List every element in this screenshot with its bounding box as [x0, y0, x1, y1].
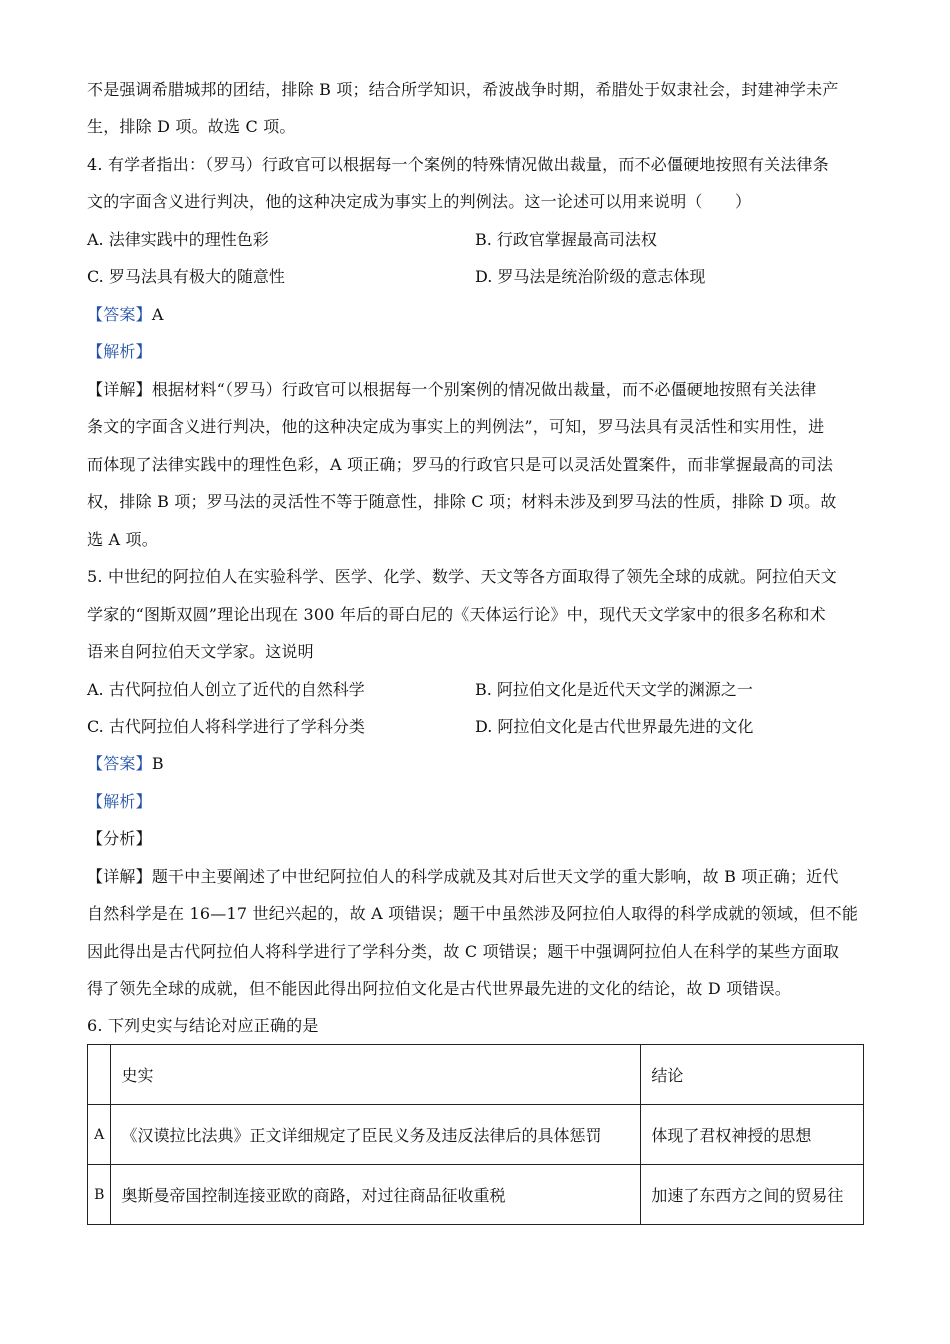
question-4-detail [87, 380, 816, 400]
question-5-detail: 因此得出是古代阿拉伯人将科学进行了学科分类，故 C 项错误；题干中强调阿拉伯人在科学的某些方面取 [87, 942, 840, 961]
question-5-stem: 学家的“图斯双圆”理论出现在 300 年后的哥白尼的《天体运行论》中，现代天文学家中的很多名称和术 [87, 605, 826, 624]
row-label: A [88, 1105, 111, 1165]
question-5-option-b: B. 阿拉伯文化是近代天文学的渊源之一 [475, 680, 753, 699]
question-4-answer [87, 305, 164, 325]
question-4-option-c: C. 罗马法具有极大的随意性 [87, 267, 285, 286]
detail-tag: 【详解】 [87, 867, 152, 886]
question-5-detail: 得了领先全球的成就，但不能因此得出阿拉伯文化是古代世界最先进的文化的结论，故 D 项错误。 [87, 979, 792, 998]
question-4-stem: 文的字面含义进行判决，他的这种决定成为事实上的判例法。这一论述可以用来说明（ ） [87, 192, 752, 211]
detail-text: 根据材料“（罗马）行政官可以根据每一个别案例的情况做出裁量，而不必僵硬地按照有关法律 [151, 380, 817, 399]
table-row [88, 1165, 864, 1225]
table-row [88, 1105, 864, 1165]
analysis-tag: 【解析】 [87, 792, 152, 811]
detail-text: 题干中主要阐述了中世纪阿拉伯人的科学成就及其对后世天文学的重大影响，故 B 项正确；近代 [151, 867, 839, 886]
question-4-detail: 而体现了法律实践中的理性色彩，A 项正确；罗马的行政官只是可以灵活处置案件，而非掌握最高的司法 [87, 455, 834, 474]
header-label-cell [88, 1045, 111, 1105]
question-4-detail: 条文的字面含义进行判决，他的这种决定成为事实上的判例法”，可知，罗马法具有灵活性和实用性，进 [87, 417, 825, 436]
answer-tag: 【答案】 [87, 305, 152, 324]
row-conclusion: 加速了东西方之间的贸易往 [641, 1165, 864, 1225]
question-4-option-b: B. 行政官掌握最高司法权 [475, 230, 657, 249]
header-conclusion-cell: 结论 [641, 1045, 864, 1105]
detail-tag: 【详解】 [87, 380, 152, 399]
question-4-detail: 权，排除 B 项；罗马法的灵活性不等于随意性，排除 C 项；材料未涉及到罗马法的性质，排除 D 项。故 [87, 492, 837, 511]
answer-value: B [151, 754, 164, 773]
question-4-detail: 选 A 项。 [87, 530, 158, 549]
question-5-stem: 语来自阿拉伯天文学家。这说明 [87, 642, 314, 661]
question-5-stem: 5. 中世纪的阿拉伯人在实验科学、医学、化学、数学、天文等各方面取得了领先全球的成就。阿拉伯天文 [87, 567, 837, 586]
row-fact: 《汉谟拉比法典》正文详细规定了臣民义务及违反法律后的具体惩罚 [111, 1105, 641, 1165]
question-6-stem: 6. 下列史实与结论对应正确的是 [87, 1016, 319, 1035]
text-line: 生，排除 D 项。故选 C 项。 [87, 117, 296, 136]
answer-value: A [151, 305, 164, 324]
fenxi-tag: 【分析】 [87, 829, 152, 848]
answer-tag: 【答案】 [87, 754, 152, 773]
question-5-answer [87, 754, 164, 774]
table-header-row [88, 1045, 864, 1105]
question-5-detail [87, 867, 839, 887]
row-conclusion: 体现了君权神授的思想 [641, 1105, 864, 1165]
question-5-option-a: A. 古代阿拉伯人创立了近代的自然科学 [87, 680, 365, 699]
header-fact-cell: 史实 [111, 1045, 641, 1105]
question-5-detail: 自然科学是在 16—17 世纪兴起的，故 A 项错误；题干中虽然涉及阿拉伯人取得的科学成就的领域，但不能 [87, 904, 859, 923]
question-5-option-d: D. 阿拉伯文化是古代世界最先进的文化 [475, 717, 754, 736]
analysis-tag: 【解析】 [87, 342, 152, 361]
row-fact: 奥斯曼帝国控制连接亚欧的商路，对过往商品征收重税 [111, 1165, 641, 1225]
row-label: B [88, 1165, 111, 1225]
question-4-stem: 4. 有学者指出：（罗马）行政官可以根据每一个案例的特殊情况做出裁量，而不必僵硬地按照有关法律条 [87, 155, 829, 174]
question-5-option-c: C. 古代阿拉伯人将科学进行了学科分类 [87, 717, 365, 736]
fact-conclusion-table [87, 1044, 864, 1225]
question-4-option-d: D. 罗马法是统治阶级的意志体现 [475, 267, 706, 286]
question-4-option-a: A. 法律实践中的理性色彩 [87, 230, 269, 249]
text-line: 不是强调希腊城邦的团结，排除 B 项；结合所学知识，希波战争时期，希腊处于奴隶社会，封建神学未产 [87, 80, 839, 99]
